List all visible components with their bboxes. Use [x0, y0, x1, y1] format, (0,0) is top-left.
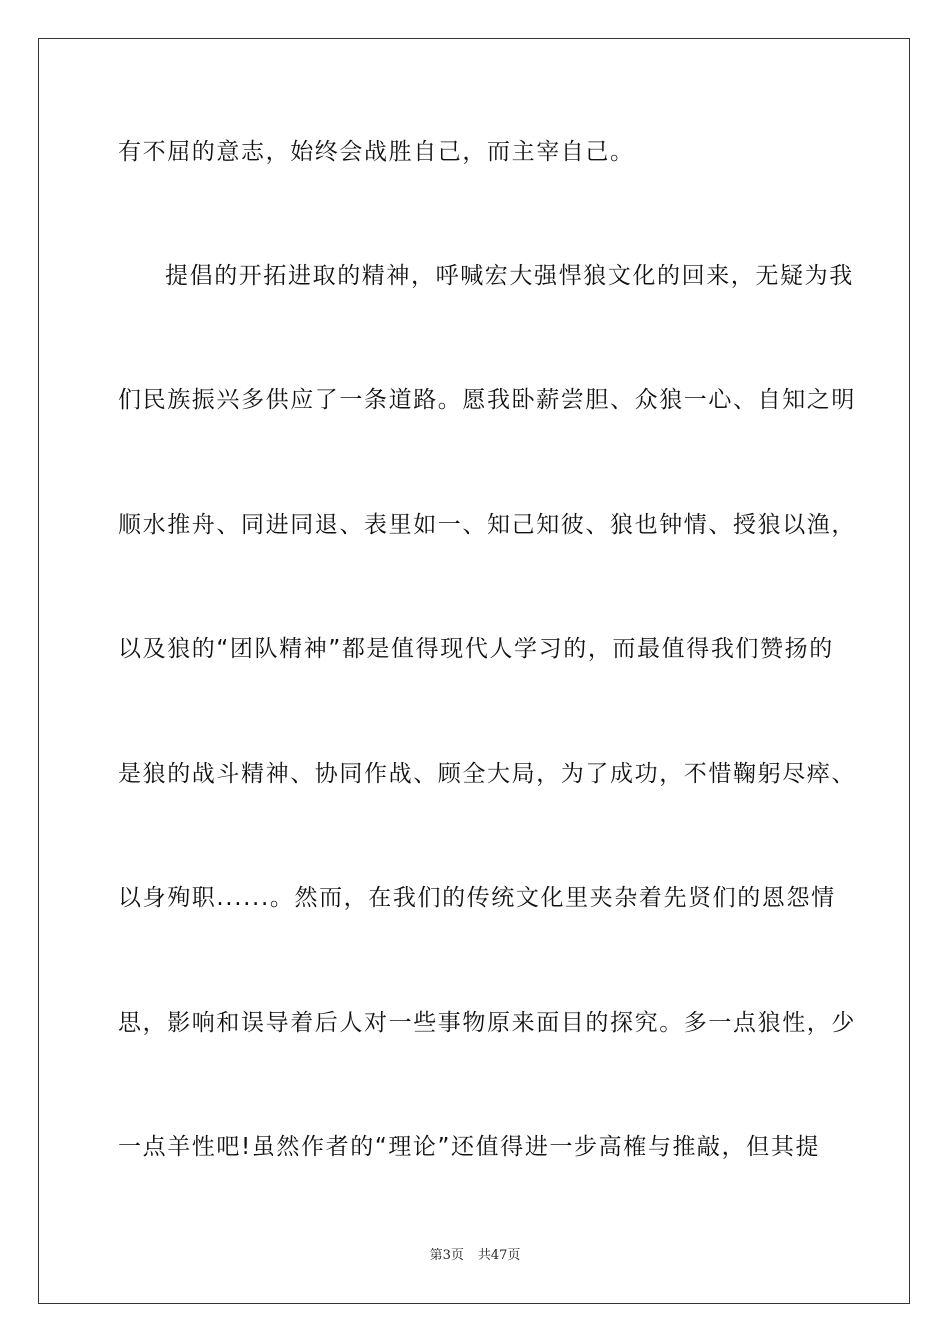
text-line: 思，影响和误导着后人对一些事物原来面目的探究。多一点狼性，少	[118, 1010, 856, 1036]
text-line: 以身殉职......。然而，在我们的传统文化里夹杂着先贤们的恩怨情	[118, 885, 836, 911]
text-line: 以及狼的“团队精神”都是值得现代人学习的，而最值得我们赞扬的	[118, 636, 834, 662]
page-total: 共47页	[477, 1248, 521, 1263]
text-line: 顺水推舟、同进同退、表里如一、知己知彼、狼也钟情、授狼以渔，	[118, 512, 856, 538]
text-line: 一点羊性吧!虽然作者的“理论”还值得进一步高榷与推敲，但其提	[118, 1134, 821, 1160]
text-line: 们民族振兴多供应了一条道路。愿我卧薪尝胆、众狼一心、自知之明	[118, 387, 856, 413]
page-border	[38, 38, 910, 1304]
page-number: 第3页	[429, 1248, 464, 1263]
text-line: 提倡的开拓进取的精神，呼喊宏大强悍狼文化的回来，无疑为我	[165, 263, 854, 289]
text-line: 是狼的战斗精神、协同作战、顾全大局，为了成功，不惜鞠躬尽瘁、	[118, 761, 856, 787]
page-footer	[0, 1244, 950, 1263]
text-line: 有不屈的意志，始终会战胜自己，而主宰自己。	[118, 139, 635, 165]
